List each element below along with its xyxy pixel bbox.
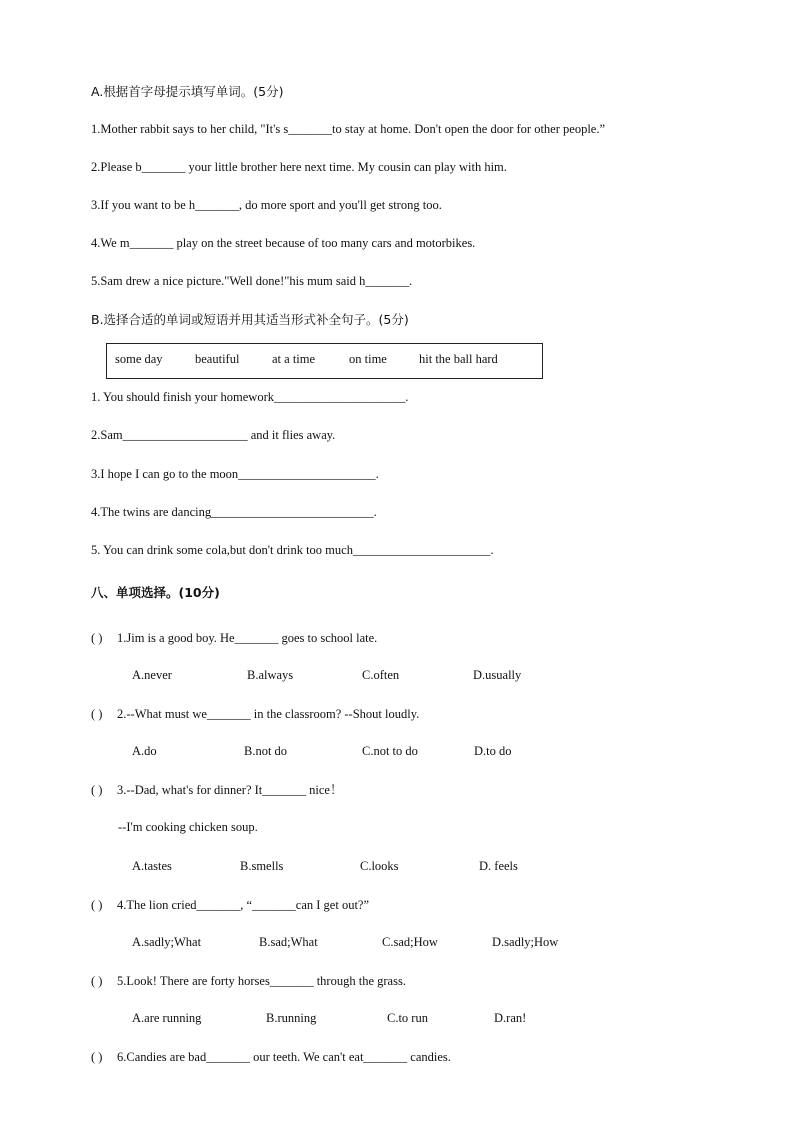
question-stem: 4.The lion cried_______, “_______can I get out?” — [117, 898, 370, 912]
question-6 — [91, 1049, 451, 1065]
word-bank-item: hit the ball hard — [419, 352, 498, 366]
section-a-item-1: 1.Mother rabbit says to her child, "It's s_______to stay at home. Don't open the door for other people.” — [91, 122, 606, 136]
question-stem: 5.Look! There are forty horses_______ through the grass. — [117, 974, 406, 988]
option-b: B.not do — [244, 744, 288, 758]
option-a: A.tastes — [132, 859, 172, 873]
question-2 — [91, 706, 419, 722]
option-c: C.not to do — [362, 744, 418, 758]
option-c: C.to run — [387, 1011, 428, 1025]
option-b: B.sad;What — [259, 935, 318, 949]
answer-paren: ( ) — [91, 974, 103, 988]
section-b-item-4: 4.The twins are dancing__________________________. — [91, 505, 377, 519]
section-a-item-2: 2.Please b_______ your little brother here next time. My cousin can play with him. — [91, 160, 507, 174]
word-bank-box — [106, 343, 543, 379]
word-bank-item: at a time — [272, 352, 316, 366]
question-stem: 3.--Dad, what's for dinner? It_______ nice！ — [117, 783, 343, 797]
word-bank-item: on time — [349, 352, 387, 366]
question-1 — [91, 630, 377, 646]
answer-paren: ( ) — [91, 783, 103, 797]
section-b-item-1: 1. You should finish your homework_____________________. — [91, 390, 409, 404]
option-a: A.never — [132, 668, 172, 682]
question-stem: 1.Jim is a good boy. He_______ goes to school late. — [117, 631, 378, 645]
question-stem: 2.--What must we_______ in the classroom? --Shout loudly. — [117, 707, 420, 721]
option-d: D.to do — [474, 744, 512, 758]
section-a-item-4: 4.We m_______ play on the street because of too many cars and motorbikes. — [91, 236, 476, 250]
section-a-title: A.根据首字母提示填写单词。(5分) — [91, 84, 284, 99]
option-a: A.sadly;What — [132, 935, 202, 949]
option-a: A.do — [132, 744, 157, 758]
option-c: C.often — [362, 668, 400, 682]
answer-paren: ( ) — [91, 898, 103, 912]
option-b: B.running — [266, 1011, 317, 1025]
section-b-item-2: 2.Sam____________________ and it flies away. — [91, 428, 336, 442]
question-3 — [91, 782, 342, 798]
option-d: D. feels — [479, 859, 518, 873]
option-d: D.sadly;How — [492, 935, 559, 949]
question-stem: 6.Candies are bad_______ our teeth. We can't eat_______ candies. — [117, 1050, 451, 1064]
question-4 — [91, 897, 369, 913]
option-d: D.usually — [473, 668, 522, 682]
section-b-item-3: 3.I hope I can go to the moon______________________. — [91, 467, 379, 481]
section-a-item-3: 3.If you want to be h_______, do more sport and you'll get strong too. — [91, 198, 442, 212]
section-8-title: 八、单项选择。(10分) — [91, 585, 220, 600]
word-bank-item: some day — [115, 352, 163, 366]
word-bank-item: beautiful — [195, 352, 240, 366]
section-a-item-5: 5.Sam drew a nice picture."Well done!"his mum said h_______. — [91, 274, 413, 288]
section-b-title: B.选择合适的单词或短语并用其适当形式补全句子。(5分) — [91, 312, 409, 327]
option-b: B.smells — [240, 859, 284, 873]
option-d: D.ran! — [494, 1011, 527, 1025]
answer-paren: ( ) — [91, 1050, 103, 1064]
answer-paren: ( ) — [91, 631, 103, 645]
answer-paren: ( ) — [91, 707, 103, 721]
answer-line: --I'm cooking chicken soup. — [118, 820, 258, 834]
question-5 — [91, 973, 406, 989]
option-c: C.sad;How — [382, 935, 438, 949]
option-b: B.always — [247, 668, 294, 682]
option-a: A.are running — [132, 1011, 202, 1025]
option-c: C.looks — [360, 859, 399, 873]
section-b-item-5: 5. You can drink some cola,but don't drink too much______________________. — [91, 543, 494, 557]
